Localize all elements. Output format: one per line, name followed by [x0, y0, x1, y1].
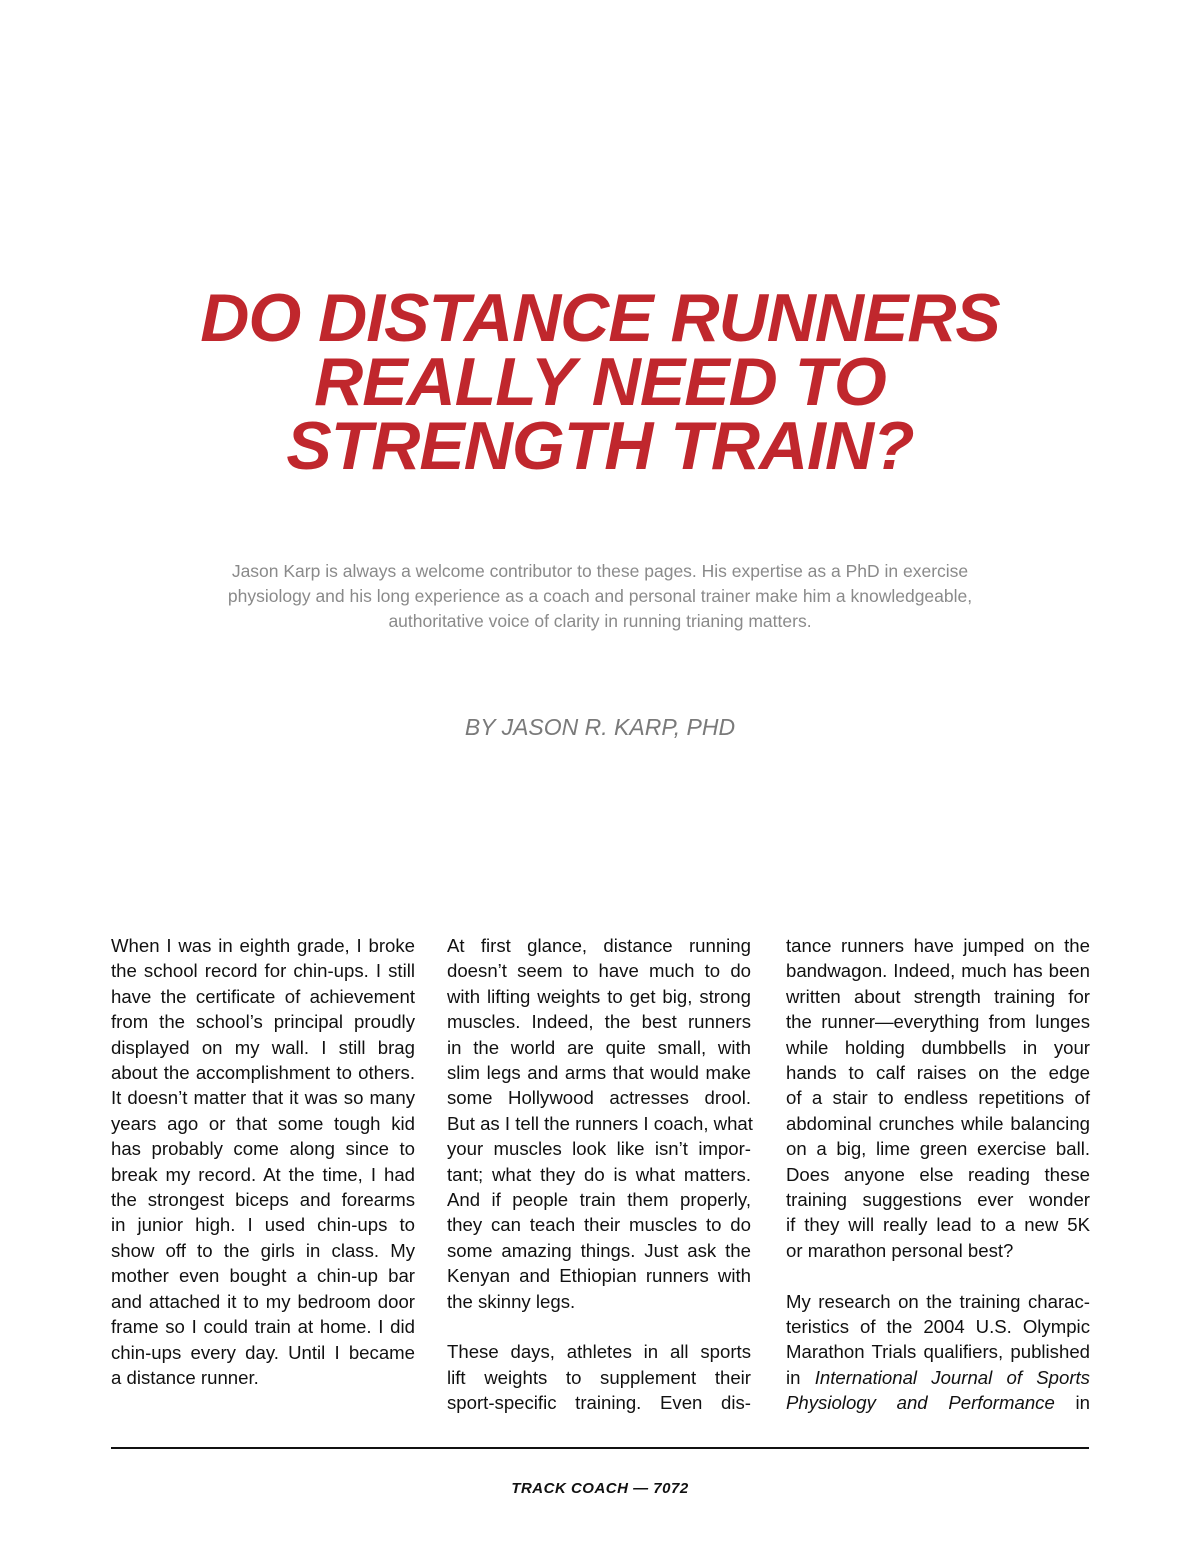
body-text: in [786, 1366, 801, 1388]
body-line: about the accomplishment to others. [111, 1062, 415, 1084]
body-line: lift weights to supplement their [447, 1366, 751, 1388]
body-line: a distance runner. [111, 1366, 259, 1388]
body-line: if they will really lead to a new 5K [786, 1214, 1090, 1236]
body-line: teristics of the 2004 U.S. Olympic [786, 1316, 1090, 1338]
intro-line: physiology and his long experience as a coach and personal trainer make him a knowledgeable, [227, 586, 973, 606]
body-line: When I was in eighth grade, I broke [111, 935, 415, 956]
body-line: the skinny legs. [447, 1290, 576, 1312]
footer-rule [111, 1447, 1089, 1449]
article-intro [190, 559, 1010, 634]
body-line: Does anyone else reading these [786, 1163, 1090, 1185]
body-text: in [1075, 1392, 1091, 1414]
body-line: These days, athletes in all sports [447, 1341, 751, 1363]
body-line: muscles. Indeed, the best runners [447, 1011, 751, 1033]
body-line: break my record. At the time, I had [111, 1163, 415, 1185]
body-line: And if people train them properly, [447, 1189, 751, 1211]
body-column-2 [447, 933, 751, 1416]
body-line: from the school’s principal proudly [111, 1011, 415, 1033]
body-line: But as I tell the runners I coach, what [447, 1112, 753, 1134]
body-line: or marathon personal best? [786, 1239, 1014, 1261]
column-paragraph [111, 933, 415, 1390]
body-line: abdominal crunches while balancing [786, 1112, 1090, 1134]
body-line: with lifting weights to get big, strong [447, 985, 751, 1007]
body-line: your muscles look like isn’t impor- [447, 1138, 751, 1160]
column-paragraph [447, 1339, 751, 1415]
body-column-1 [111, 933, 415, 1390]
body-line: training suggestions ever wonder [786, 1189, 1090, 1211]
body-line: of a stair to endless repetitions of [786, 1087, 1090, 1109]
journal-name: International Journal of Sports [814, 1366, 1090, 1388]
body-line: some amazing things. Just ask the [447, 1239, 751, 1261]
body-line: doesn’t seem to have much to do [447, 960, 751, 982]
body-line: slim legs and arms that would make [447, 1062, 751, 1084]
body-line: the school record for chin-ups. I still [111, 960, 415, 982]
body-column-3 [786, 933, 1090, 1416]
article-byline: BY JASON R. KARP, PHD [464, 714, 736, 740]
body-line: At first glance, distance running [447, 935, 751, 956]
body-line: years ago or that some tough kid [111, 1112, 415, 1134]
body-line: chin-ups every day. Until I became [111, 1341, 415, 1363]
body-line: they can teach their muscles to do [447, 1214, 751, 1236]
intro-line: Jason Karp is always a welcome contributor to these pages. His expertise as a PhD in exercise [231, 561, 969, 581]
body-line: sport-specific training. Even dis- [447, 1392, 751, 1414]
journal-name: Physiology and Performance [786, 1392, 1055, 1414]
body-line: bandwagon. Indeed, much has been [786, 960, 1090, 982]
body-line: show off to the girls in class. My [111, 1239, 415, 1261]
body-line: displayed on my wall. I still brag [111, 1036, 415, 1058]
column-paragraph [786, 933, 1090, 1263]
title-line: DO DISTANCE RUNNERS [200, 280, 1000, 356]
title-line: REALLY NEED TO [314, 344, 886, 420]
body-line: Marathon Trials qualifiers, published [786, 1341, 1090, 1363]
body-line: have the certificate of achievement [111, 985, 415, 1007]
body-line [786, 1365, 1090, 1390]
body-line: in junior high. I used chin-ups to [111, 1214, 415, 1236]
body-line: on a big, lime green exercise ball. [786, 1138, 1090, 1160]
body-line: written about strength training for [786, 985, 1090, 1007]
body-line: has probably come along since to [111, 1138, 415, 1160]
body-line: tance runners have jumped on the [786, 935, 1090, 956]
body-line: in the world are quite small, with [447, 1036, 751, 1058]
body-line: the strongest biceps and forearms [111, 1189, 415, 1211]
body-line: My research on the training charac- [786, 1290, 1090, 1312]
page-footer: TRACK COACH — 7072 [511, 1480, 689, 1497]
body-line: some Hollywood actresses drool. [447, 1087, 751, 1109]
body-line [786, 1390, 1090, 1415]
body-line: hands to calf raises on the edge [786, 1062, 1090, 1084]
intro-line: authoritative voice of clarity in running trianing matters. [388, 611, 812, 631]
title-line: STRENGTH TRAIN? [286, 408, 914, 484]
body-line: while holding dumbbells in your [786, 1036, 1090, 1058]
body-line: mother even bought a chin-up bar [111, 1265, 415, 1287]
body-line: It doesn’t matter that it was so many [111, 1087, 415, 1109]
article-title [0, 280, 1200, 484]
body-line: and attached it to my bedroom door [111, 1290, 415, 1312]
column-paragraph [447, 933, 751, 1314]
body-line: frame so I could train at home. I did [111, 1316, 415, 1338]
body-line: Kenyan and Ethiopian runners with [447, 1265, 751, 1287]
body-line: the runner—everything from lunges [786, 1011, 1090, 1033]
column-paragraph [786, 1289, 1090, 1365]
body-line: tant; what they do is what matters. [447, 1163, 751, 1185]
